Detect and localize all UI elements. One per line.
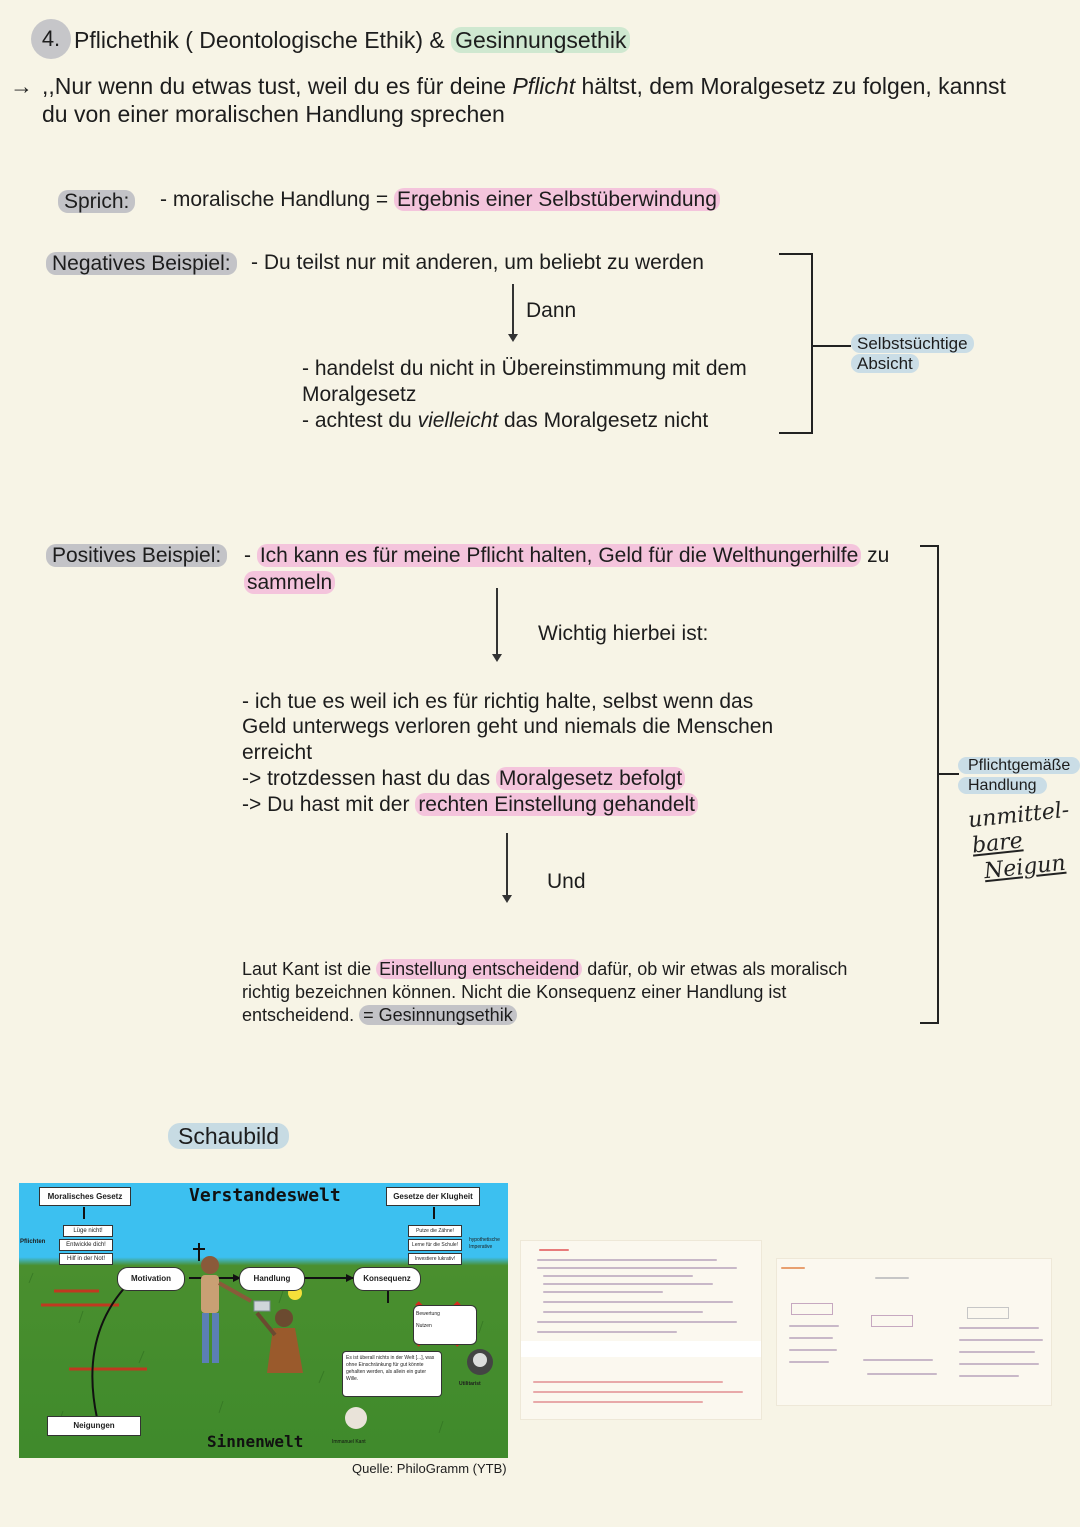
- handwritten-note-2: bare: [970, 828, 1024, 859]
- bracket-positive: [920, 545, 939, 1024]
- kant-quote-bubble: Es ist überall nichts in der Welt [...], was ohne Einschränkung für gut könnte gehalten werden, als allein ein guter Wille.: [342, 1351, 442, 1397]
- section-heading: Pflichethik ( Deontologische Ethik) & Gesinnungsethik: [74, 27, 630, 53]
- moral-law-box: Moralisches Gesetz: [39, 1187, 131, 1206]
- handwritten-note-1: unmittel-: [966, 797, 1071, 834]
- konsequenz-node: Konsequenz: [353, 1267, 421, 1291]
- page-thumbnail[interactable]: [520, 1240, 762, 1420]
- motivation-node: Motivation: [117, 1267, 185, 1291]
- duties-label: Pflichten: [20, 1239, 46, 1245]
- positive-connector-1: Wichtig hierbei ist:: [538, 622, 709, 645]
- positive-p5: -> Du hast mit der rechten Einstellung gehandelt: [242, 792, 698, 818]
- prudence-item: Investiere lukrativ!: [408, 1253, 462, 1265]
- prudence-item: Putze die Zähne!: [408, 1225, 462, 1237]
- positive-text-line-2: sammeln: [244, 570, 335, 596]
- arrow-down-icon: [512, 284, 514, 340]
- positive-p1: - ich tue es weil ich es für richtig halte, selbst wenn das: [242, 690, 754, 713]
- arrow-down-icon: [496, 588, 498, 660]
- negative-line-1: - handelst du nicht in Übereinstimmung mit dem: [302, 357, 747, 380]
- duty-box: Entwickle dich!: [59, 1239, 113, 1251]
- handwritten-note-3: Neigun: [982, 850, 1067, 885]
- kant-line-1: Laut Kant ist die Einstellung entscheidend dafür, ob wir etwas als moralisch: [242, 959, 848, 979]
- negative-line-2: Moralgesetz: [302, 383, 417, 406]
- kant-line-2: richtig bezeichnen können. Nicht die Konsequenz einer Handlung ist: [242, 982, 787, 1002]
- evaluation-box: Bewertung Nutzen: [413, 1305, 477, 1345]
- diagram-title-top: Verstandeswelt: [189, 1185, 341, 1206]
- positive-label: Positives Beispiel:: [46, 543, 227, 569]
- kant-line-3: entscheidend. = Gesinnungsethik: [242, 1004, 517, 1027]
- quote-arrow: →: [10, 73, 33, 99]
- negative-text: - Du teilst nur mit anderen, um beliebt zu werden: [251, 251, 704, 274]
- negative-line-3: - achtest du vielleicht das Moralgesetz nicht: [302, 409, 709, 432]
- utilitarist-label: Utilitarist: [459, 1381, 481, 1387]
- prudence-item: Lerne für die Schule!: [408, 1239, 462, 1251]
- heading-highlight: Gesinnungsethik: [451, 27, 630, 53]
- bracket-connector: [813, 345, 851, 347]
- bracket-negative: [779, 253, 813, 434]
- handlung-node: Handlung: [239, 1267, 305, 1291]
- diagram-title-bottom: Sinnenwelt: [207, 1432, 304, 1451]
- schaubild-diagram: [19, 1183, 508, 1458]
- duty-box: Lüge nicht!: [63, 1225, 113, 1237]
- negative-side-label: Selbstsüchtige Absicht: [851, 334, 974, 374]
- positive-p2: Geld unterwegs verloren geht und niemals die Menschen: [242, 715, 774, 738]
- prudence-box: Gesetze der Klugheit: [386, 1187, 480, 1206]
- bracket-connector: [939, 773, 959, 775]
- positive-p3: erreicht: [242, 741, 313, 764]
- positive-side-label: Pflichtgemäße Handlung: [958, 756, 1080, 796]
- positive-text-line-1: - Ich kann es für meine Pflicht halten, Geld für die Welthungerhilfe zu: [244, 544, 890, 567]
- sprich-label: Sprich:: [58, 189, 135, 215]
- quote-line-2: du von einer moralischen Handlung sprechen: [42, 101, 505, 127]
- quote-line-1: ,,Nur wenn du etwas tust, weil du es für deine Pflicht hältst, dem Moralgesetz zu folgen, kannst: [42, 73, 1006, 99]
- schaubild-label: Schaubild: [168, 1122, 289, 1150]
- hypothetical-imperatives: hypothetische Imperative: [469, 1237, 500, 1250]
- source-caption: Quelle: PhiloGramm (YTB): [352, 1461, 507, 1476]
- section-number-badge: 4.: [31, 19, 71, 59]
- arrow-down-icon: [506, 833, 508, 901]
- page-thumbnail[interactable]: [776, 1258, 1052, 1406]
- duty-box: Hilf in der Not!: [59, 1253, 113, 1265]
- negative-connector: Dann: [526, 299, 577, 322]
- negative-label: Negatives Beispiel:: [46, 251, 237, 277]
- neigungen-box: Neigungen: [47, 1416, 141, 1436]
- sprich-text: - moralische Handlung = Ergebnis einer Selbstüberwindung: [160, 187, 720, 213]
- kant-caption: Immanuel Kant: [332, 1439, 366, 1445]
- positive-p4: -> trotzdessen hast du das Moralgesetz befolgt: [242, 766, 685, 792]
- positive-connector-2: Und: [547, 870, 586, 893]
